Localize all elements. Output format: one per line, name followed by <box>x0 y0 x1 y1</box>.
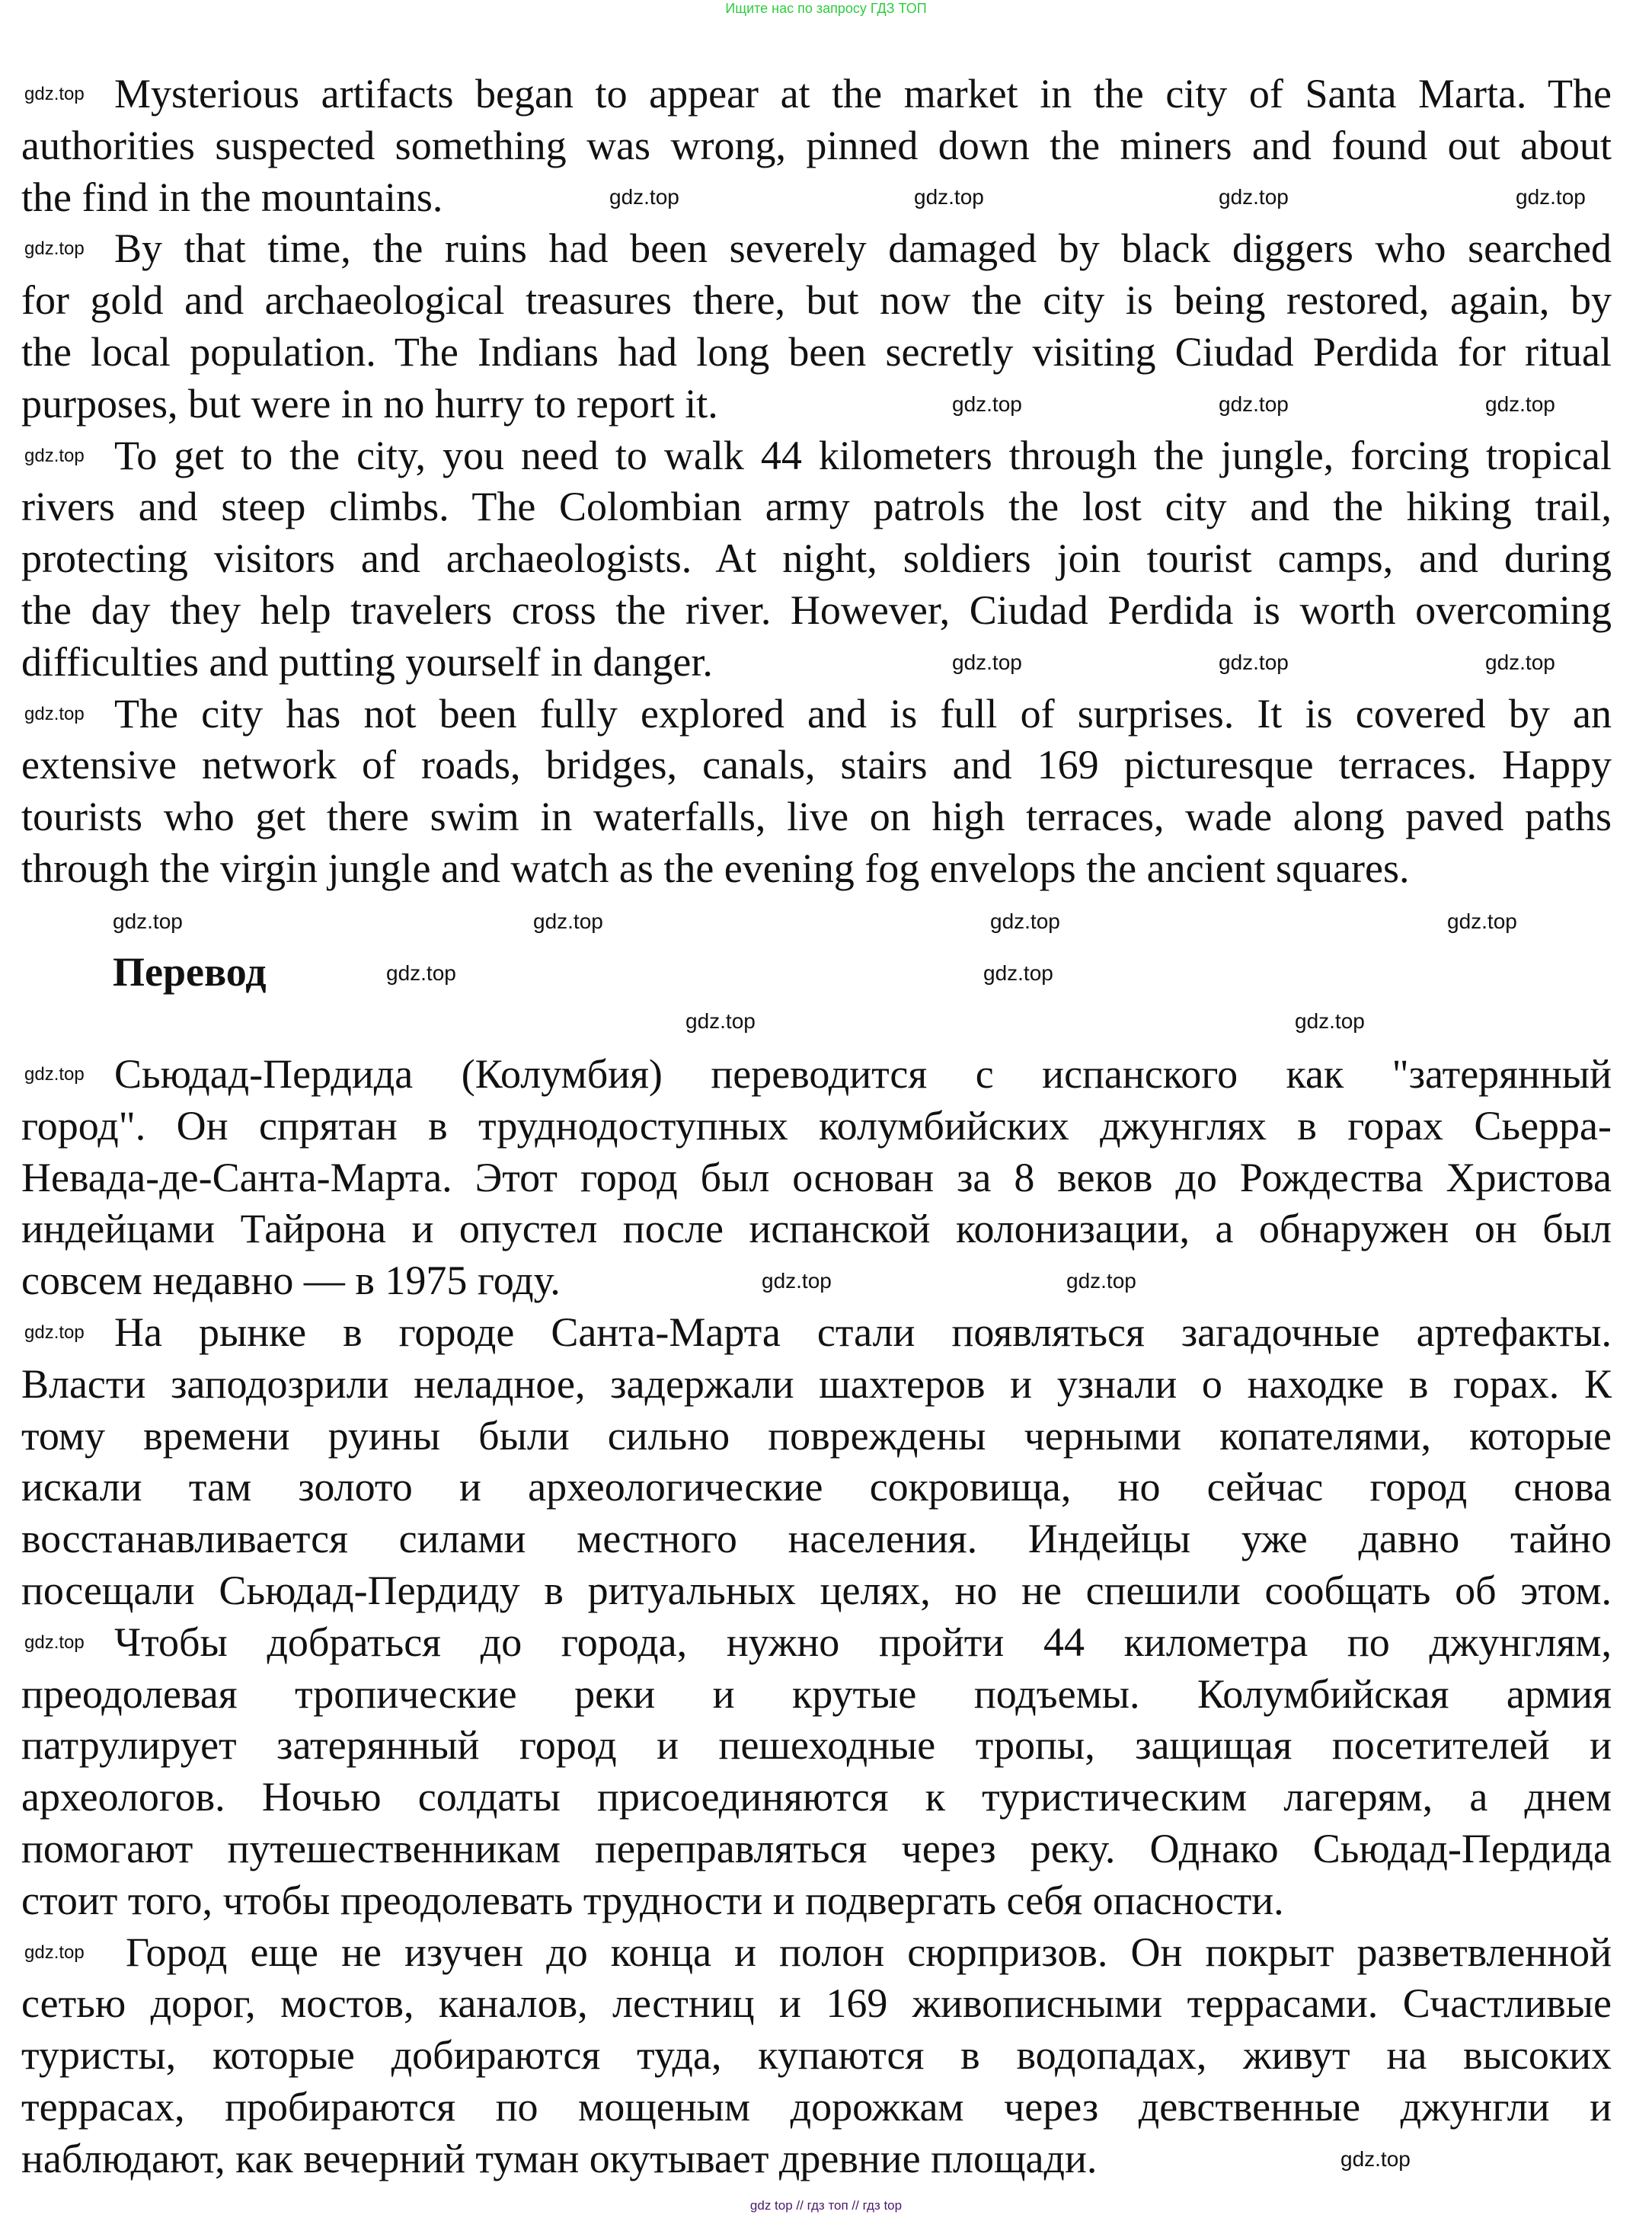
text-line: патрулирует затерянный город и пешеходные тропы, защищая посетителей и <box>21 1722 1612 1769</box>
watermark: gdz.top <box>685 1009 756 1033</box>
text-line: наблюдают, как вечерний туман окутывает древние площади. <box>21 2135 1098 2181</box>
english-text <box>21 69 1612 895</box>
watermark: gdz.top <box>1485 650 1555 674</box>
text-line: совсем недавно — в 1975 году. <box>21 1258 561 1304</box>
watermark: gdz.top <box>1340 2147 1411 2171</box>
watermark: gdz.top <box>533 909 603 933</box>
text-line: террасах, пробираются по мощеным дорожкам через девственные джунгли и <box>21 2083 1612 2130</box>
text-line: protecting visitors and archaeologists. At night, soldiers join tourist camps, and during <box>21 535 1612 582</box>
text-line: Сьюдад-Пердида (Колумбия) переводится с испанского как "затерянный <box>114 1051 1612 1097</box>
text-line: искали там золото и археологические сокровища, но сейчас город снова <box>21 1464 1612 1510</box>
text-line: Невада-де-Санта-Марта. Этот город был основан за 8 веков до Рождества Христова <box>21 1154 1612 1200</box>
watermark: gdz.top <box>983 961 1053 985</box>
footer-links: gdz top // гдз топ // гдз top <box>749 2198 903 2213</box>
watermark: gdz.top <box>24 84 85 104</box>
russian-text <box>21 1049 1612 2185</box>
watermark: gdz.top <box>386 961 456 985</box>
watermark: gdz.top <box>24 704 85 724</box>
text-line: тому времени руины были сильно повреждены черными копателями, которые <box>21 1412 1612 1459</box>
text-line: стоит того, чтобы преодолевать трудности и подвергать себя опасности. <box>21 1877 1284 1923</box>
watermark: gdz.top <box>24 1942 85 1963</box>
watermark: gdz.top <box>762 1269 832 1293</box>
watermark: gdz.top <box>113 909 183 933</box>
text-line: the local population. The Indians had long been secretly visiting Ciudad Perdida for ritual <box>21 328 1612 375</box>
text-line: город". Он спрятан в труднодоступных колумбийских джунглях в горах Сьерра- <box>21 1102 1612 1149</box>
text-line: difficulties and putting yourself in danger. <box>21 638 713 685</box>
watermark: gdz.top <box>1219 650 1289 674</box>
watermark: gdz.top <box>1066 1269 1136 1293</box>
text-line: Власти заподозрили неладное, задержали шахтеров и узнали о находке в горах. К <box>21 1360 1612 1407</box>
watermark: gdz.top <box>1295 1009 1365 1033</box>
watermark: gdz.top <box>609 185 679 209</box>
text-line: помогают путешественникам переправляться через реку. Однако Сьюдад-Пердида <box>21 1825 1612 1871</box>
watermark: gdz.top <box>952 650 1022 674</box>
watermark: gdz.top <box>24 1064 85 1085</box>
watermark: gdz.top <box>1485 392 1555 416</box>
text-line: преодолевая тропические реки и крутые подъемы. Колумбийская армия <box>21 1670 1612 1717</box>
text-line: tourists who get there swim in waterfalls, live on high terraces, wade along paved paths <box>21 794 1612 840</box>
translation-heading: Перевод <box>113 949 267 995</box>
watermark: gdz.top <box>990 909 1060 933</box>
text-line: посещали Сьюдад-Пердиду в ритуальных целях, но не спешили сообщать об этом. <box>21 1567 1612 1613</box>
text-line: Чтобы добраться до города, нужно пройти 44 километра по джунглям, <box>114 1619 1612 1665</box>
text-line: To get to the city, you need to walk 44 kilometers through the jungle, forcing tropical <box>114 432 1612 478</box>
text-line: индейцами Тайрона и опустел после испанской колонизации, а обнаружен он был <box>21 1206 1612 1252</box>
watermark: gdz.top <box>24 1322 85 1343</box>
text-line: восстанавливается силами местного населения. Индейцы уже давно тайно <box>21 1516 1612 1562</box>
watermark: gdz.top <box>952 392 1022 416</box>
watermark: gdz.top <box>1219 185 1289 209</box>
watermark: gdz.top <box>24 446 85 466</box>
text-line: By that time, the ruins had been severely damaged by black diggers who searched <box>114 225 1612 272</box>
text-line: туристы, которые добираются туда, купаются в водопадах, живут на высоких <box>21 2032 1612 2079</box>
search-hint-banner: Ищите нас по запросу ГДЗ ТОП <box>725 1 927 16</box>
text-line: The city has not been fully explored and is full of surprises. It is covered by an <box>114 690 1612 737</box>
text-line: Город еще не изучен до конца и полон сюрпризов. Он покрыт разветвленной <box>126 1929 1612 1975</box>
watermark: gdz.top <box>1447 909 1517 933</box>
watermark: gdz.top <box>24 1632 85 1653</box>
text-line: rivers and steep climbs. The Colombian army patrols the lost city and the hiking trail, <box>21 484 1612 530</box>
text-line: На рынке в городе Санта-Марта стали появляться загадочные артефакты. <box>114 1309 1612 1355</box>
text-line: the find in the mountains. <box>21 174 443 220</box>
text-line: authorities suspected something was wrong, pinned down the miners and found out about <box>21 122 1612 168</box>
text-line: сетью дорог, мостов, каналов, лестниц и 169 живописными террасами. Счастливые <box>21 1980 1612 2027</box>
watermark: gdz.top <box>1516 185 1586 209</box>
watermark: gdz.top <box>914 185 984 209</box>
watermark: gdz.top <box>24 238 85 259</box>
text-line: for gold and archaeological treasures there, but now the city is being restored, again, by <box>21 277 1612 324</box>
text-line: археологов. Ночью солдаты присоединяются к туристическим лагерям, а днем <box>21 1774 1612 1820</box>
text-line: the day they help travelers cross the river. However, Ciudad Perdida is worth overcoming <box>21 586 1612 633</box>
text-line: through the virgin jungle and watch as the evening fog envelops the ancient squares. <box>21 845 1410 891</box>
text-line: purposes, but were in no hurry to report it. <box>21 380 718 427</box>
text-line: Mysterious artifacts began to appear at the market in the city of Santa Marta. The <box>114 71 1612 117</box>
watermark: gdz.top <box>1219 392 1289 416</box>
text-line: extensive network of roads, bridges, canals, stairs and 169 picturesque terraces. Happy <box>21 742 1612 788</box>
